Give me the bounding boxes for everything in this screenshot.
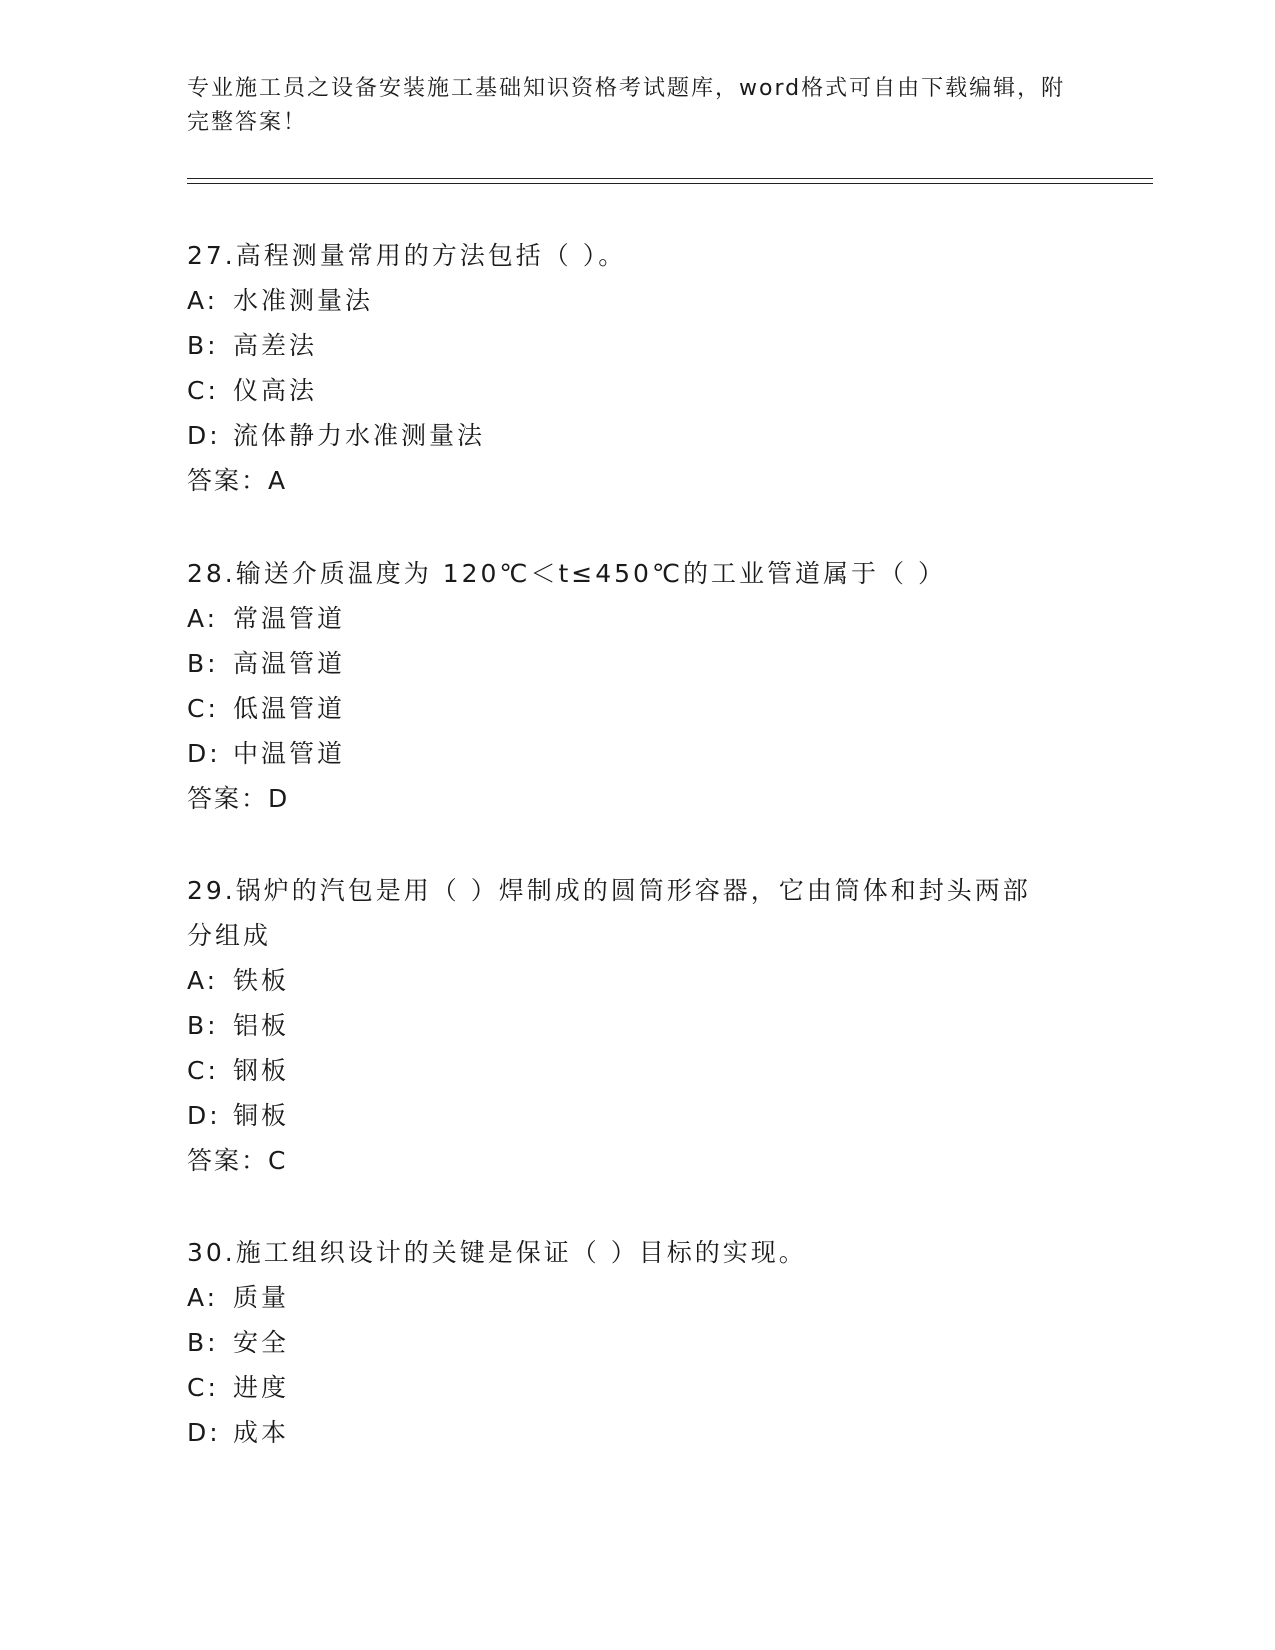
option-c xyxy=(187,1365,1087,1410)
option-key: C: xyxy=(187,1373,219,1402)
answer: 答案：D xyxy=(187,784,290,813)
option-key: D: xyxy=(187,421,221,450)
option-text: 低温管道 xyxy=(233,694,346,723)
option-text: 铁板 xyxy=(233,966,290,995)
answer: 答案：C xyxy=(187,1146,288,1175)
question-27 xyxy=(187,233,1087,503)
option-c xyxy=(187,368,1087,413)
header-divider-bottom xyxy=(187,183,1153,184)
option-text: 铝板 xyxy=(233,1011,290,1040)
option-key: B: xyxy=(187,331,219,360)
question-stem: 29.锅炉的汽包是用（ ）焊制成的圆筒形容器，它由筒体和封头两部分组成 xyxy=(187,876,1031,950)
option-key: C: xyxy=(187,1056,219,1085)
option-c xyxy=(187,1048,1087,1093)
document-header: 专业施工员之设备安装施工基础知识资格考试题库，word格式可自由下载编辑，附完整答案！ xyxy=(187,76,1066,135)
option-text: 中温管道 xyxy=(233,739,346,768)
option-key: D: xyxy=(187,739,221,768)
option-a xyxy=(187,1275,1087,1320)
option-a xyxy=(187,596,1087,641)
option-key: D: xyxy=(187,1101,221,1130)
option-b xyxy=(187,641,1087,686)
option-key: D: xyxy=(187,1418,221,1447)
question-29 xyxy=(187,868,1087,1183)
option-key: A: xyxy=(187,286,219,315)
option-a xyxy=(187,958,1087,1003)
option-text: 质量 xyxy=(233,1283,290,1312)
option-text: 高差法 xyxy=(233,331,318,360)
answer: 答案：A xyxy=(187,466,288,495)
option-key: B: xyxy=(187,649,219,678)
option-key: A: xyxy=(187,1283,219,1312)
option-d xyxy=(187,731,1087,776)
question-stem: 27.高程测量常用的方法包括（ ）。 xyxy=(187,241,627,270)
option-text: 流体静力水准测量法 xyxy=(233,421,486,450)
option-text: 常温管道 xyxy=(233,604,346,633)
option-key: B: xyxy=(187,1011,219,1040)
option-key: A: xyxy=(187,966,219,995)
option-d xyxy=(187,1410,1087,1455)
option-key: A: xyxy=(187,604,219,633)
header-divider-top xyxy=(187,178,1153,179)
option-key: C: xyxy=(187,376,219,405)
option-b xyxy=(187,323,1087,368)
option-c xyxy=(187,686,1087,731)
option-key: C: xyxy=(187,694,219,723)
option-text: 铜板 xyxy=(233,1101,290,1130)
option-d xyxy=(187,1093,1087,1138)
question-30 xyxy=(187,1230,1087,1455)
option-text: 安全 xyxy=(233,1328,290,1357)
option-b xyxy=(187,1003,1087,1048)
option-text: 成本 xyxy=(233,1418,290,1447)
option-text: 水准测量法 xyxy=(233,286,374,315)
option-text: 高温管道 xyxy=(233,649,346,678)
question-28 xyxy=(187,551,1087,821)
option-a xyxy=(187,278,1087,323)
option-text: 仪高法 xyxy=(233,376,318,405)
option-text: 钢板 xyxy=(233,1056,290,1085)
option-d xyxy=(187,413,1087,458)
option-b xyxy=(187,1320,1087,1365)
option-key: B: xyxy=(187,1328,219,1357)
option-text: 进度 xyxy=(233,1373,290,1402)
question-stem: 30.施工组织设计的关键是保证（ ）目标的实现。 xyxy=(187,1238,807,1267)
question-stem: 28.输送介质温度为 120℃＜t≤450℃的工业管道属于（ ） xyxy=(187,559,946,588)
